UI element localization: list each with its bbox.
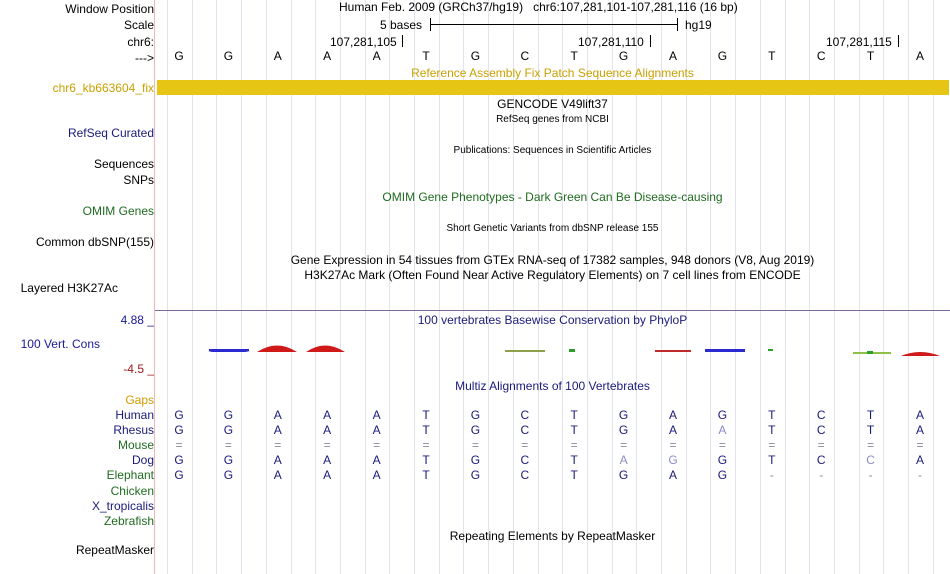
species-label[interactable]: Zebrafish [103, 514, 154, 528]
alignment-base: = [274, 438, 282, 452]
publications-track-label[interactable]: Sequences [93, 157, 154, 171]
alignment-base: = [175, 438, 183, 452]
cons-bar-red [655, 350, 691, 352]
coord-tick [650, 35, 651, 47]
conservation-max-label: 4.88 _ [120, 313, 154, 327]
alignment-base: = [916, 438, 924, 452]
alignment-base: A [619, 453, 628, 467]
chrom-label: chr6: [127, 35, 154, 49]
assembly-title [339, 0, 738, 14]
fix-patch-alignment-bar[interactable] [157, 80, 949, 95]
db-label: hg19 [685, 18, 712, 32]
cons-bar-green [768, 349, 773, 351]
h3k27ac-title: H3K27Ac Mark (Often Found Near Active Regulatory Elements) on 7 cell lines from ENCODE [304, 268, 801, 282]
reference-base: G [174, 49, 184, 63]
h3k27ac-track-label[interactable]: Layered H3K27Ac [20, 281, 118, 295]
coord-tick-label: 107,281,115 [826, 35, 892, 49]
alignment-base: A [323, 408, 332, 422]
reference-base: A [372, 49, 381, 63]
conservation-min-label: -4.5 _ [123, 362, 154, 376]
assembly-name: Human Feb. 2009 (GRCh37/hg19) [339, 0, 524, 14]
reference-base: A [668, 49, 677, 63]
alignment-base: T [768, 423, 776, 437]
gencode-title: GENCODE V49lift37 [497, 97, 608, 111]
dbsnp-title: Short Genetic Variants from dbSNP release 155 [446, 223, 659, 234]
alignment-base: A [668, 408, 677, 422]
alignment-base: - [769, 468, 774, 482]
alignment-base: A [372, 408, 381, 422]
alignment-base: T [422, 423, 430, 437]
alignment-base: T [768, 453, 776, 467]
cons-peak-red [257, 346, 297, 353]
alignment-base: A [323, 423, 332, 437]
alignment-base: A [372, 468, 381, 482]
alignment-base: T [866, 423, 875, 437]
alignment-base: G [174, 453, 184, 467]
alignment-base: A [668, 468, 677, 482]
alignment-base: T [570, 408, 578, 422]
species-label[interactable]: X_tropicalis [91, 499, 154, 513]
alignment-base: = [224, 438, 232, 452]
alignment-base: C [520, 423, 530, 437]
species-label[interactable]: Human [115, 408, 154, 422]
alignment-base: G [717, 453, 728, 467]
refseq-title: RefSeq genes from NCBI [496, 114, 609, 125]
scale-bar [430, 24, 677, 25]
alignment-base: G [470, 423, 481, 437]
reference-base: G [618, 49, 629, 63]
coord-tick [402, 35, 403, 47]
alignment-base: G [174, 468, 184, 482]
conservation-title: 100 vertebrates Basewise Conservation by PhyloP [417, 313, 688, 327]
alignment-base: A [668, 423, 677, 437]
scale-label: Scale [123, 18, 154, 32]
alignment-base: G [717, 408, 728, 422]
alignment-base: T [422, 468, 430, 482]
reference-base: T [866, 49, 875, 63]
window-position-label: Window Position [65, 2, 154, 16]
alignment-base: G [223, 408, 234, 422]
alignment-base: A [273, 453, 282, 467]
alignment-base: A [372, 453, 381, 467]
alignment-base: = [817, 438, 825, 452]
omim-title: OMIM Gene Phenotypes - Dark Green Can Be Disease-causing [382, 190, 723, 204]
alignment-base: T [570, 423, 578, 437]
conservation-wiggle [155, 340, 950, 356]
alignment-base: C [866, 453, 875, 467]
repeatmasker-track-label[interactable]: RepeatMasker [75, 543, 154, 557]
alignment-base: A [273, 408, 282, 422]
alignment-base: C [816, 423, 826, 437]
alignment-base: C [520, 468, 530, 482]
gaps-label: Gaps [125, 393, 154, 407]
scale-bar-right-cap [677, 18, 678, 31]
cons-bar-green [569, 349, 575, 352]
species-label[interactable]: Mouse [117, 438, 154, 452]
alignment-base: A [372, 423, 381, 437]
reference-base: T [422, 49, 430, 63]
alignment-base: T [422, 408, 430, 422]
alignment-base: = [471, 438, 479, 452]
species-label[interactable]: Rhesus [113, 423, 154, 437]
dbsnp-track-label[interactable]: Common dbSNP(155) [35, 235, 154, 249]
cons-bar-green [505, 350, 545, 352]
alignment-base: G [618, 468, 629, 482]
alignment-base: T [570, 468, 578, 482]
alignment-base: G [470, 453, 481, 467]
reference-base: G [223, 49, 234, 63]
alignment-base: C [520, 453, 530, 467]
fix-patch-title: Reference Assembly Fix Patch Sequence Alignments [411, 66, 694, 80]
reference-base: T [570, 49, 578, 63]
coord-tick-label: 107,281,105 [330, 35, 397, 49]
gtex-title: Gene Expression in 54 tissues from GTEx RNA-seq of 17382 samples, 948 donors (V8, Aug 2019) [290, 253, 815, 267]
track-separator [155, 310, 950, 311]
alignment-base: G [174, 408, 184, 422]
alignment-base: G [717, 468, 728, 482]
alignment-base: A [323, 468, 332, 482]
cons-bar-blue [209, 349, 249, 351]
alignment-base: A [915, 423, 924, 437]
alignment-base: - [918, 468, 922, 482]
species-label[interactable]: Dog [131, 453, 154, 467]
alignment-base: = [768, 438, 776, 452]
alignment-base: T [422, 453, 430, 467]
reference-base: C [816, 49, 826, 63]
snps-track-label[interactable]: SNPs [123, 173, 154, 187]
scale-text: 5 bases [380, 18, 423, 32]
track-display-area[interactable] [155, 0, 950, 574]
reference-base: G [717, 49, 728, 63]
cons-peak-red [306, 346, 345, 353]
alignment-base: = [620, 438, 628, 452]
position-readout: chr6:107,281,101-107,281,116 (16 bp) [533, 0, 738, 14]
reference-base: G [470, 49, 481, 63]
strand-arrow-label[interactable]: ---> [135, 51, 154, 65]
alignment-base: A [273, 468, 282, 482]
alignment-base: A [718, 423, 727, 437]
coord-tick-label: 107,281,110 [578, 35, 644, 49]
repeatmasker-title: Repeating Elements by RepeatMasker [449, 529, 656, 543]
alignment-base: A [915, 453, 924, 467]
reference-base: A [273, 49, 282, 63]
cons-bar-green [867, 351, 873, 354]
alignment-base: G [470, 408, 481, 422]
alignment-base: G [618, 408, 629, 422]
coord-tick [898, 35, 899, 47]
alignment-base: = [521, 438, 529, 452]
alignment-base: = [422, 438, 430, 452]
publications-title: Publications: Sequences in Scientific Articles [453, 145, 652, 156]
track-label-panel [0, 0, 154, 574]
alignment-base: = [669, 438, 677, 452]
alignment-base: = [718, 438, 726, 452]
alignment-base: G [223, 468, 234, 482]
alignment-base: G [223, 423, 234, 437]
alignment-base: = [323, 438, 331, 452]
reference-base: A [915, 49, 924, 63]
alignment-base: - [868, 468, 873, 482]
alignment-base: A [273, 423, 282, 437]
alignment-base: T [768, 408, 776, 422]
alignment-base: G [223, 453, 234, 467]
reference-base: T [768, 49, 776, 63]
fix-patch-track-label[interactable]: chr6_kb663604_fix [52, 81, 154, 95]
reference-base: A [323, 49, 332, 63]
refseq-track-label[interactable]: RefSeq Curated [67, 126, 154, 140]
alignment-base: = [570, 438, 578, 452]
alignment-base: - [819, 468, 824, 482]
alignment-base: G [668, 453, 678, 467]
alignment-base: G [174, 423, 184, 437]
species-label[interactable]: Chicken [110, 484, 154, 498]
alignment-base: = [867, 438, 875, 452]
alignment-base: A [323, 453, 332, 467]
multiz-title: Multiz Alignments of 100 Vertebrates [455, 379, 650, 393]
alignment-base: G [470, 468, 481, 482]
cons-peak-red [901, 352, 940, 356]
alignment-base: G [618, 423, 629, 437]
alignment-base: C [816, 408, 826, 422]
conservation-track-label[interactable]: 100 Vert. Cons [20, 337, 100, 351]
alignment-base: C [816, 453, 826, 467]
alignment-base: = [373, 438, 381, 452]
alignment-base: A [915, 408, 924, 422]
alignment-base: T [866, 408, 875, 422]
cons-bar-blue [705, 349, 745, 352]
alignment-base: C [520, 408, 530, 422]
reference-base: C [520, 49, 530, 63]
alignment-base: T [570, 453, 578, 467]
omim-track-label[interactable]: OMIM Genes [82, 204, 154, 218]
species-label[interactable]: Elephant [106, 468, 154, 482]
